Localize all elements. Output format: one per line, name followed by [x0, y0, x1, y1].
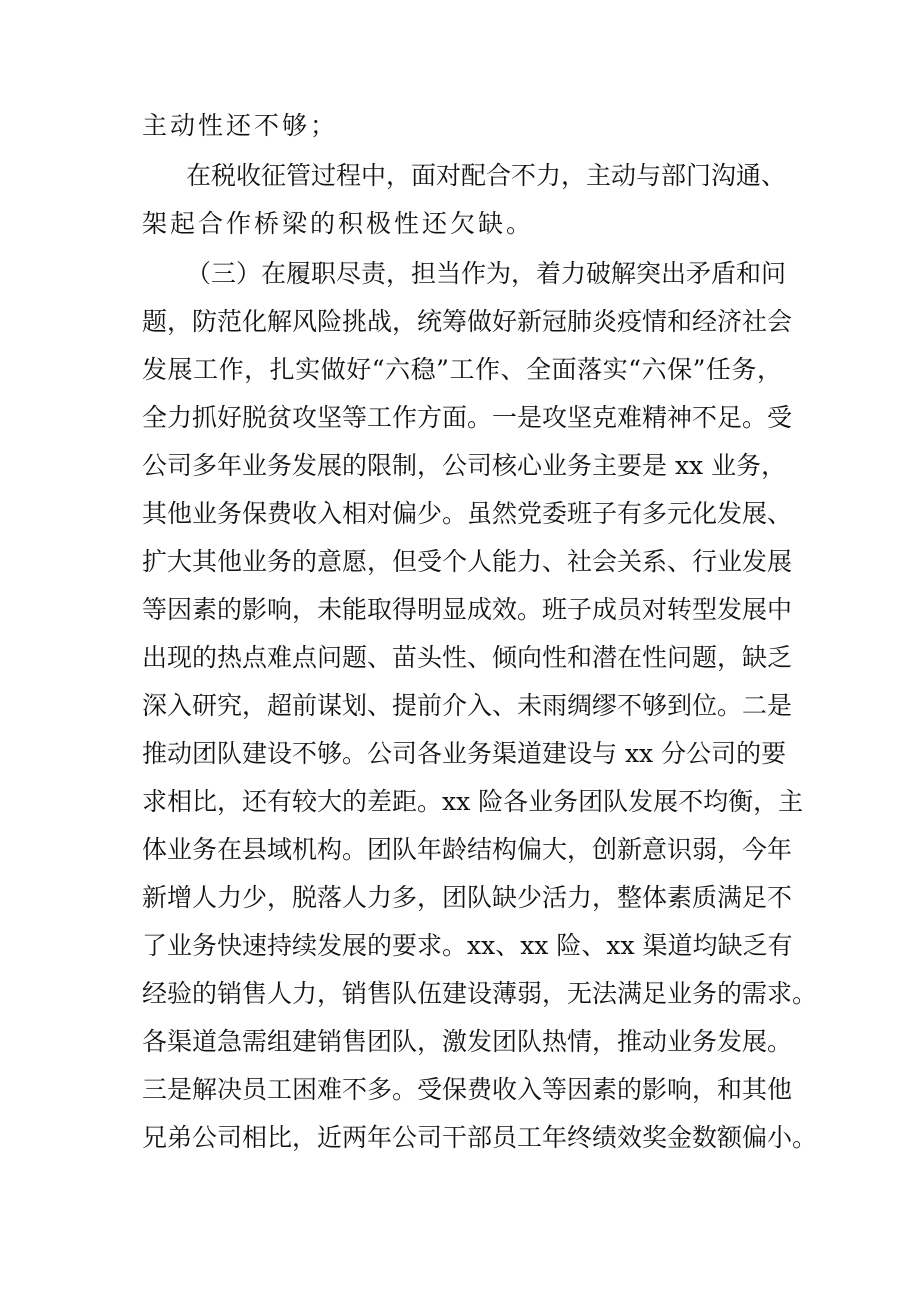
- text-line: （三）在履职尽责，担当作为，着力破解突出矛盾和问: [186, 259, 787, 288]
- text-line: 各渠道急需组建销售团队，激发团队热情，推动业务发展。: [142, 1027, 793, 1056]
- text-line: 架起合作桥梁的积极性还欠缺。: [142, 209, 535, 238]
- text-line: 其他业务保费收入相对偏少。虽然党委班子有多元化发展、: [142, 499, 793, 528]
- text-line: 推动团队建设不够。公司各业务渠道建设与 xx 分公司的要: [142, 739, 787, 768]
- text-line: 体业务在县域机构。团队年龄结构偏大，创新意识弱，今年: [142, 835, 793, 864]
- text-line: 主动性还不够；: [142, 111, 339, 140]
- text-line: 出现的热点难点问题、苗头性、倾向性和潜在性问题，缺乏: [142, 643, 793, 672]
- text-line: 扩大其他业务的意愿，但受个人能力、社会关系、行业发展: [142, 547, 793, 576]
- text-line: 发展工作，扎实做好“六稳”工作、全面落实“六保”任务，: [142, 355, 782, 384]
- text-line: 经验的销售人力，销售队伍建设薄弱，无法满足业务的需求。: [142, 979, 818, 1008]
- text-line: 兄弟公司相比，近两年公司干部员工年终绩效奖金数额偏小。: [142, 1123, 818, 1152]
- text-line: 题，防范化解风险挑战，统筹做好新冠肺炎疫情和经济社会: [142, 307, 793, 336]
- text-line: 深入研究，超前谋划、提前介入、未雨绸缪不够到位。二是: [142, 691, 793, 720]
- text-line: 全力抓好脱贫攻坚等工作方面。一是攻坚克难精神不足。受: [142, 403, 793, 432]
- text-line: 新增人力少，脱落人力多，团队缺少活力，整体素质满足不: [142, 883, 793, 912]
- text-line: 三是解决员工困难不多。受保费收入等因素的影响，和其他: [142, 1075, 793, 1104]
- text-line: 求相比，还有较大的差距。xx 险各业务团队发展不均衡，主: [142, 787, 804, 816]
- text-line: 了业务快速持续发展的要求。xx、xx 险、xx 渠道均缺乏有: [142, 931, 793, 960]
- text-line: 在税收征管过程中，面对配合不力，主动与部门沟通、: [186, 161, 787, 190]
- text-line: 等因素的影响，未能取得明显成效。班子成员对转型发展中: [142, 595, 793, 624]
- text-line: 公司多年业务发展的限制，公司核心业务主要是 xx 业务，: [142, 451, 787, 480]
